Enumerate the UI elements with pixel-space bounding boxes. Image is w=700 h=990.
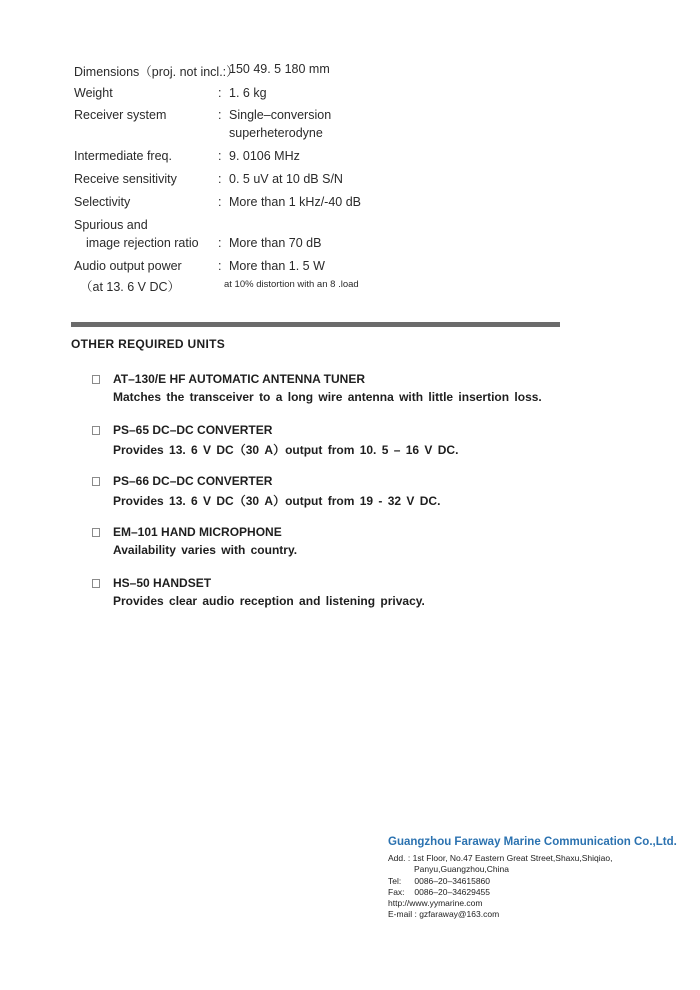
spec-value: More than 1. 5 W [229,259,325,273]
spec-value: 150 49. 5 180 mm [229,62,330,76]
spec-value: 0. 5 uV at 10 dB S/N [229,172,343,186]
address-label: Add. : [388,853,411,863]
address-line [388,853,612,863]
spec-label: Selectivity [74,195,131,209]
spec-label: Receive sensitivity [74,172,177,186]
company-name: Guangzhou Faraway Marine Communication Co.,Ltd. [388,836,677,848]
checkbox-square-icon [92,528,100,537]
section-divider [71,322,560,327]
checkbox-square-icon [92,375,100,384]
spec-colon: : [218,236,222,250]
unit-description: Matches the transceiver to a long wire antenna with little insertion loss. [113,390,542,404]
email-label: E-mail : [388,909,417,919]
checkbox-square-icon [92,579,100,588]
spec-colon: : [218,172,222,186]
spec-colon: : [218,259,222,273]
unit-name: AT–130/E HF AUTOMATIC ANTENNA TUNER [113,372,366,386]
unit-name: PS–66 DC–DC CONVERTER [113,474,273,488]
fax-line [388,887,490,897]
spec-colon: : [218,195,222,209]
checkbox-square-icon [92,477,100,486]
tel-number: 0086–20–34615860 [414,876,491,886]
spec-value-note: at 10% distortion with an 8 .load [224,279,359,290]
spec-colon: : [218,86,222,100]
unit-description: Provides clear audio reception and listening privacy. [113,594,425,608]
spec-value: 9. 0106 MHz [229,149,300,163]
fax-label: Fax: [388,887,405,897]
spec-value: 1. 6 kg [229,86,267,100]
spec-label: Audio output power [74,259,182,273]
tel-label: Tel: [388,876,402,886]
unit-name: EM–101 HAND MICROPHONE [113,525,282,539]
spec-label-continued: image rejection ratio [86,236,199,250]
unit-name: PS–65 DC–DC CONVERTER [113,423,273,437]
spec-value: More than 70 dB [229,236,322,250]
spec-label: Dimensions（proj. not incl.:） [74,65,239,79]
spec-label: Spurious and [74,218,148,232]
unit-name: HS–50 HANDSET [113,576,212,590]
spec-label: Receiver system [74,108,167,122]
email-address[interactable]: gzfaraway@163.com [419,909,500,919]
checkbox-square-icon [92,426,100,435]
address-line-2: Panyu,Guangzhou,China [414,864,509,874]
spec-value: More than 1 kHz/-40 dB [229,195,362,209]
telephone-line [388,876,490,886]
unit-description: Provides 13. 6 V DC（30 A）output from 19 - 32 V DC. [113,494,441,508]
spec-colon: : [218,149,222,163]
unit-description: Provides 13. 6 V DC（30 A）output from 10. 5 – 16 V DC. [113,443,459,457]
fax-number: 0086–20–34629455 [414,887,491,897]
unit-description: Availability varies with country. [113,543,298,557]
spec-label: Intermediate freq. [74,149,172,163]
website-link[interactable]: http://www.yymarine.com [388,898,483,908]
email-line [388,909,499,919]
address-text: 1st Floor, No.47 Eastern Great Street,Shaxu,Shiqiao, [412,853,613,863]
spec-value: Single–conversion [229,108,332,122]
spec-label: Weight [74,86,113,100]
other-units-heading: OTHER REQUIRED UNITS [71,337,226,351]
spec-colon: : [218,108,222,122]
spec-value-continued: superheterodyne [229,126,323,140]
spec-label-continued: （at 13. 6 V DC） [80,280,181,294]
